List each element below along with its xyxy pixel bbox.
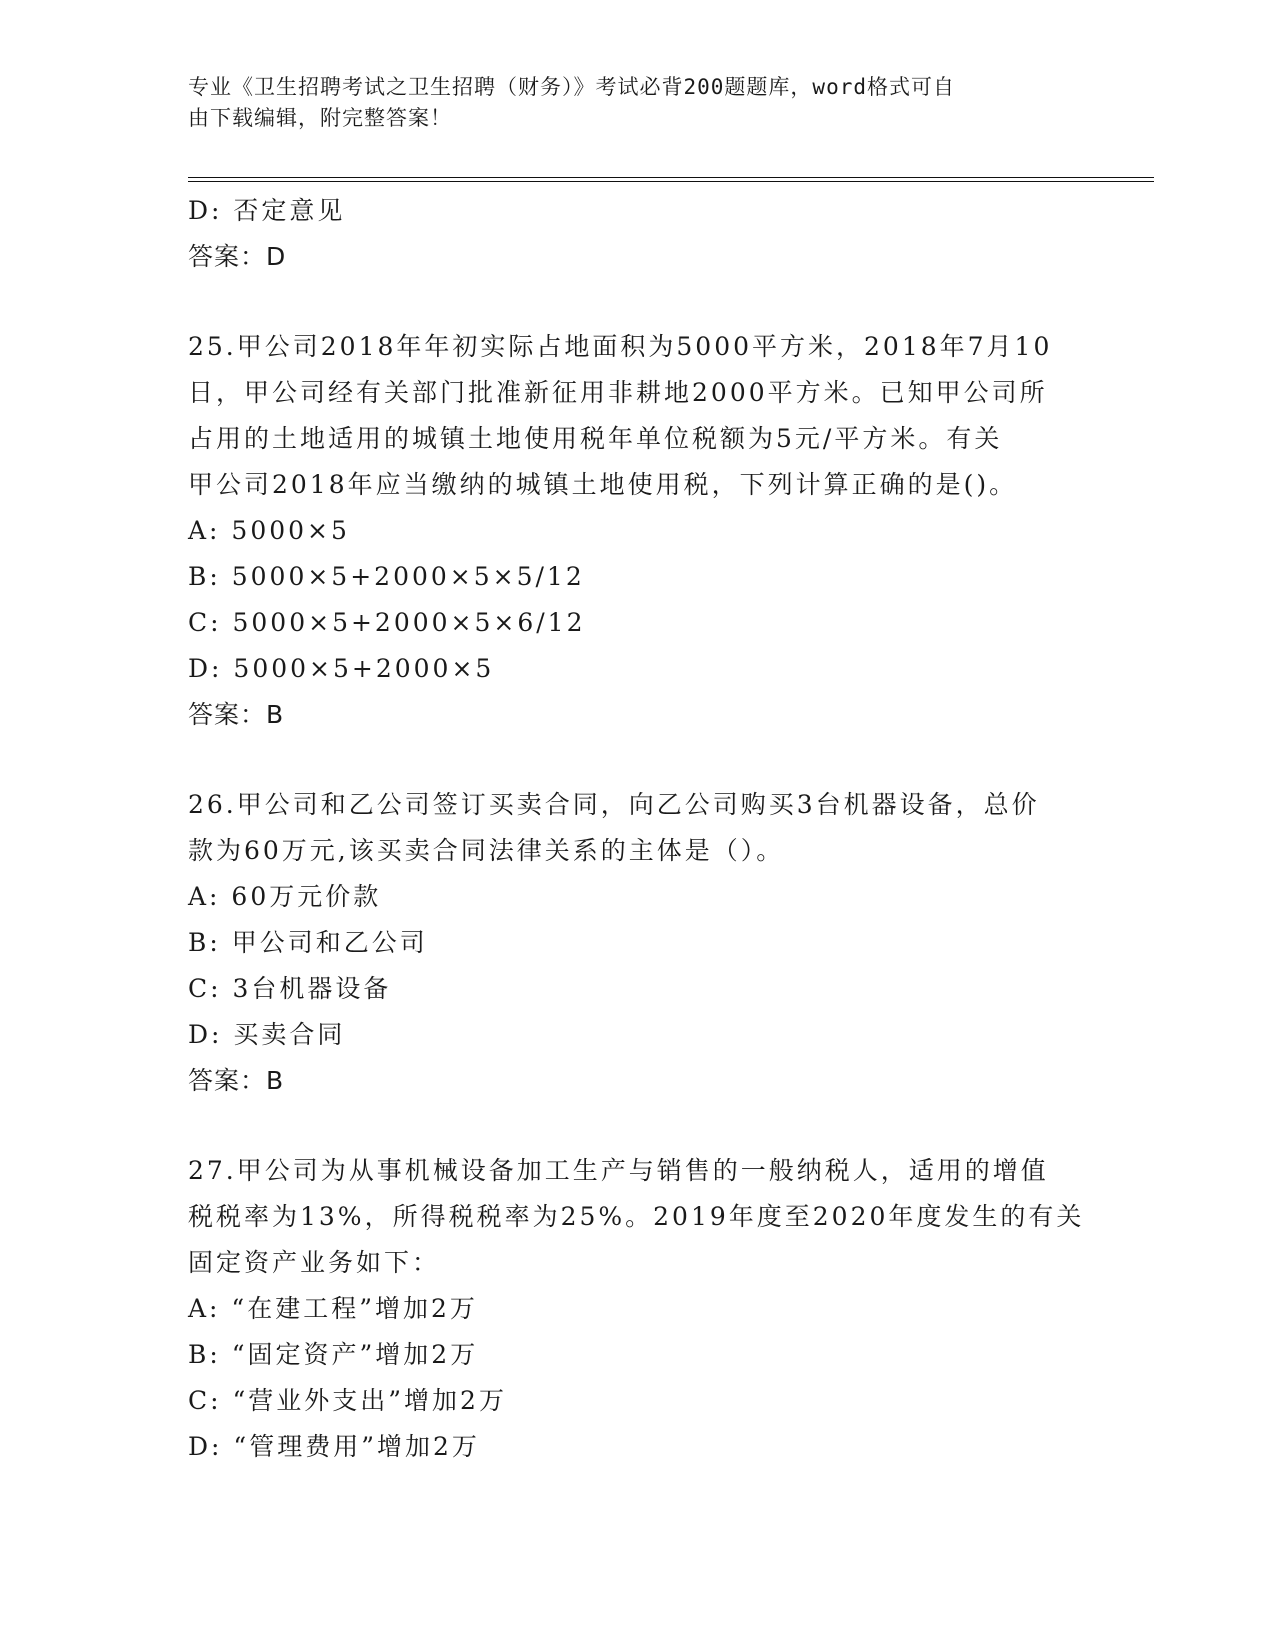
question-stem-line: 26.甲公司和乙公司签订买卖合同，向乙公司购买3台机器设备，总价	[188, 790, 1040, 819]
option-d: D: 买卖合同	[188, 1020, 346, 1049]
question-25	[188, 324, 1088, 738]
answer-line: 答案：D	[188, 242, 287, 271]
question-stem-line: 日，甲公司经有关部门批准新征用非耕地2000平方米。已知甲公司所	[188, 378, 1048, 407]
header-divider	[188, 177, 1154, 182]
option-c: C: “营业外支出”增加2万	[188, 1386, 507, 1415]
option-b: B: “固定资产”增加2万	[188, 1340, 479, 1369]
header-title-line-1: 专业《卫生招聘考试之卫生招聘（财务）》考试必背200题题库，word格式可自	[188, 75, 955, 99]
question-27	[188, 1148, 1088, 1470]
question-stem-line: 税税率为13%，所得税税率为25%。2019年度至2020年度发生的有关	[188, 1202, 1085, 1231]
option-d: D: “管理费用”增加2万	[188, 1432, 480, 1461]
question-26	[188, 782, 1088, 1104]
document-header	[188, 72, 1068, 134]
spacer	[188, 280, 1088, 324]
option-d: D: 否定意见	[188, 196, 346, 225]
question-stem-line: 25.甲公司2018年年初实际占地面积为5000平方米，2018年7月10	[188, 332, 1053, 361]
question-stem-line: 占用的土地适用的城镇土地使用税年单位税额为5元/平方米。有关	[188, 424, 1003, 453]
option-a: A: 5000×5	[188, 516, 350, 545]
answer-line: 答案：B	[188, 1066, 285, 1095]
answer-line: 答案：B	[188, 700, 285, 729]
option-a: A: “在建工程”增加2万	[188, 1294, 478, 1323]
question-stem-line: 27.甲公司为从事机械设备加工生产与销售的一般纳税人，适用的增值	[188, 1156, 1049, 1185]
option-c: C: 3台机器设备	[188, 974, 392, 1003]
question-list	[188, 188, 1088, 1470]
question-stem-line: 甲公司2018年应当缴纳的城镇土地使用税，下列计算正确的是()。	[188, 470, 1018, 499]
option-d: D: 5000×5+2000×5	[188, 654, 495, 683]
question-stem-line: 固定资产业务如下：	[188, 1248, 441, 1277]
option-b: B: 5000×5+2000×5×5/12	[188, 562, 585, 591]
option-a: A: 60万元价款	[188, 882, 382, 911]
spacer	[188, 1104, 1088, 1148]
previous-question-tail	[188, 188, 1088, 280]
question-stem-line: 款为60万元,该买卖合同法律关系的主体是（）。	[188, 836, 785, 865]
spacer	[188, 738, 1088, 782]
option-b: B: 甲公司和乙公司	[188, 928, 428, 957]
header-title-line-2: 由下载编辑，附完整答案！	[188, 106, 452, 130]
option-c: C: 5000×5+2000×5×6/12	[188, 608, 586, 637]
